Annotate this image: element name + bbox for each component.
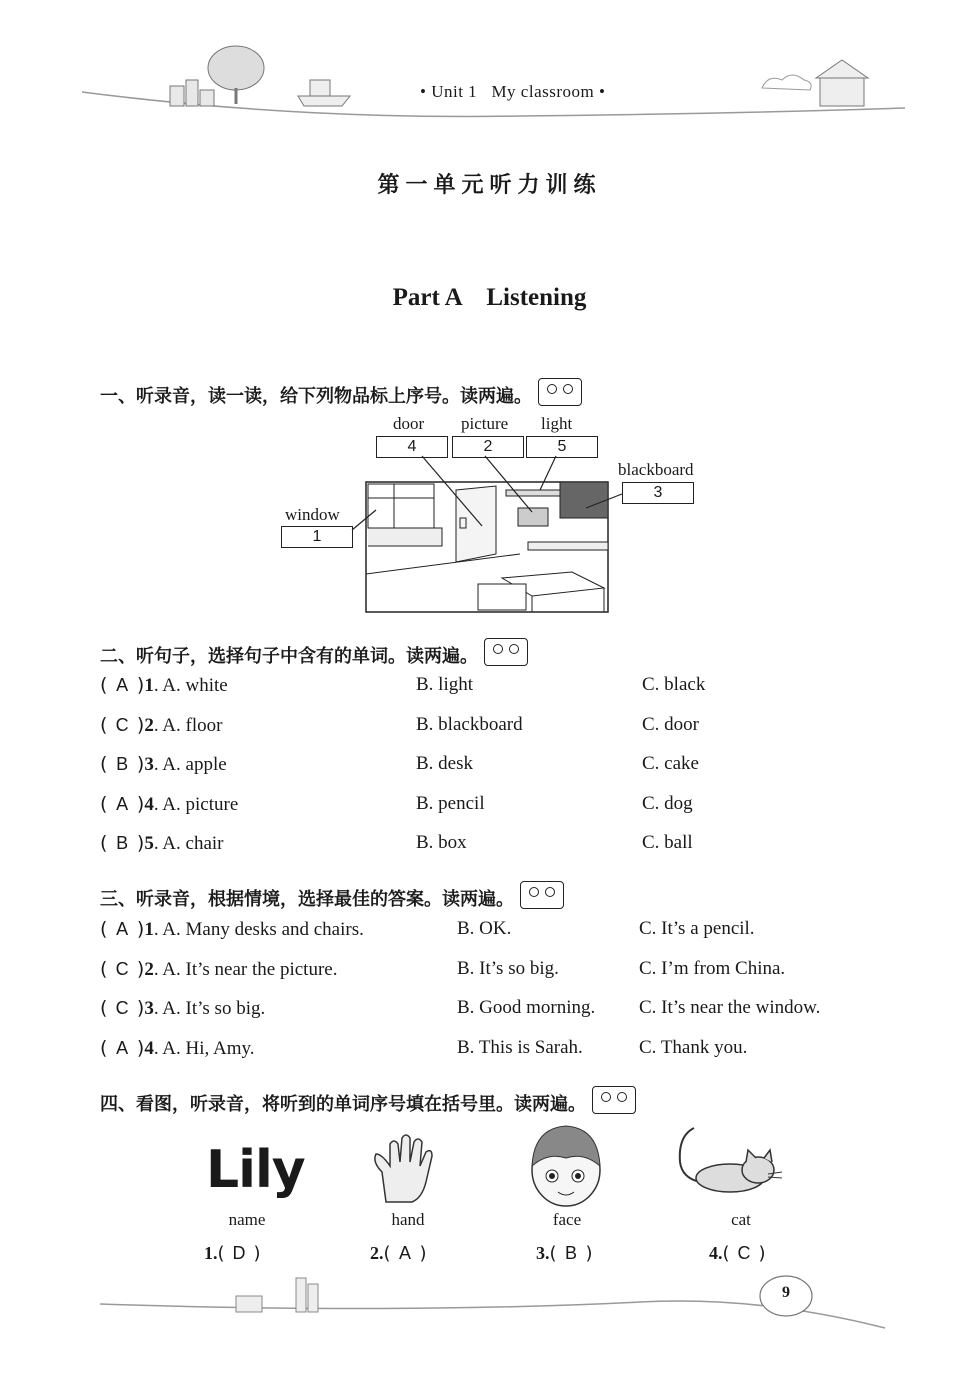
cassette-icon — [484, 638, 528, 666]
classroom-illustration — [270, 450, 710, 620]
label-window: window — [285, 505, 340, 524]
boat-icon — [298, 80, 350, 106]
list-item: ( A )1. A. Many desks and chairs. B. OK. C. It’s a pencil. — [100, 918, 755, 940]
cassette-icon — [538, 378, 582, 406]
cat-icon — [672, 1122, 784, 1194]
answer: A — [116, 919, 129, 939]
header-title: • Unit 1 My classroom • — [420, 82, 606, 101]
answer: B — [116, 833, 129, 853]
caption-name: name — [228, 1210, 266, 1229]
section-3-heading: 三、听录音，根据情境，选择最佳的答案。读两遍。 — [100, 881, 564, 911]
answer-box-window: 1 — [281, 526, 353, 548]
list-item: ( B )3. A. apple B. desk C. cake — [100, 753, 699, 775]
list-item: ( C )2. A. floor B. blackboard C. door — [100, 713, 699, 736]
answer: A — [116, 793, 129, 814]
list-item: ( A )4. A. Hi, Amy. B. This is Sarah. C. Thank you. — [100, 1036, 748, 1059]
section-3-list — [100, 918, 821, 1076]
section-4-heading: 四、看图，听录音，将听到的单词序号填在括号里。读两遍。 — [100, 1086, 636, 1116]
label-picture: picture — [461, 414, 509, 433]
name-lily-text: Lily — [206, 1140, 305, 1200]
tree-icon — [208, 46, 264, 104]
label-blackboard: blackboard — [618, 460, 694, 479]
answer: B — [116, 754, 129, 774]
buildings-icon — [170, 80, 214, 106]
list-item: ( C )2. A. It’s near the picture. B. It’s so big. C. I’m from China. — [100, 957, 786, 980]
city-skyline-icon — [236, 1278, 318, 1312]
door-drawing — [456, 486, 496, 562]
answer-item: 1.( D ) — [204, 1243, 261, 1264]
answer: C — [115, 958, 129, 979]
answer: C — [115, 714, 129, 735]
answer-item: 4.( C ) — [709, 1243, 766, 1264]
list-item: ( B )5. A. chair B. box C. ball — [100, 832, 693, 854]
blackboard-drawing — [560, 482, 608, 518]
hand-icon — [368, 1132, 444, 1204]
page-number: 9 — [782, 1284, 790, 1301]
section-1-heading: 一、听录音，读一读，给下列物品标上序号。读两遍。 — [100, 378, 582, 408]
house-icon — [816, 60, 868, 106]
answer-box-blackboard: 3 — [622, 482, 694, 504]
answer-box-picture: 2 — [452, 436, 524, 458]
answer-box-light: 5 — [526, 436, 598, 458]
cloud-icon — [762, 75, 811, 90]
list-item: ( A )4. A. picture B. pencil C. dog — [100, 792, 693, 815]
cassette-icon — [520, 881, 564, 909]
section-2-heading: 二、听句子，选择句子中含有的单词。读两遍。 — [100, 638, 528, 668]
caption-cat: cat — [731, 1210, 751, 1229]
picture-drawing — [518, 508, 548, 526]
caption-hand: hand — [391, 1210, 425, 1229]
caption-face: face — [552, 1210, 582, 1229]
header-decoration — [0, 0, 979, 130]
answer-item: 2.( A ) — [370, 1243, 427, 1264]
section-2-list — [100, 674, 706, 872]
page-title: 第一单元听力训练 — [377, 173, 602, 198]
answer-box-door: 4 — [376, 436, 448, 458]
list-item: ( A )1. A. white B. light C. black — [100, 674, 706, 696]
cassette-icon — [592, 1086, 636, 1114]
footer-decoration — [0, 1262, 979, 1342]
face-icon — [524, 1122, 608, 1208]
label-door: door — [393, 414, 425, 433]
answer: A — [116, 675, 129, 695]
answer: A — [116, 1037, 129, 1058]
answer-item: 3.( B ) — [536, 1243, 593, 1264]
list-item: ( C )3. A. It’s so big. B. Good morning. C. It’s near the window. — [100, 997, 821, 1019]
label-light: light — [541, 414, 573, 433]
answer: C — [115, 998, 129, 1018]
part-title: Part A Listening — [392, 284, 587, 311]
